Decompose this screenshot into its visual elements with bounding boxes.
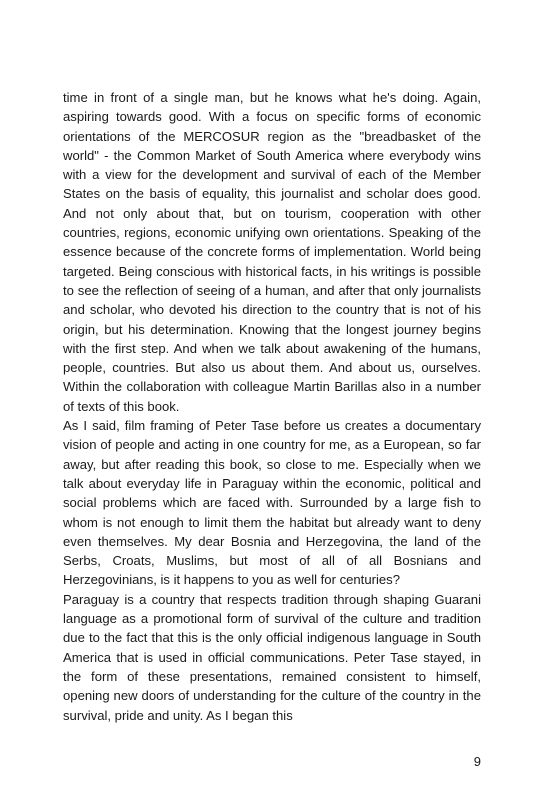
page-number: 9: [473, 754, 481, 769]
paragraph-1: time in front of a single man, but he knows what he's doing. Again, aspiring towards good. With a focus on specific forms of economic orientations of the MERCOSUR region as the "breadbasket of the world" - the Common Market of South America where everybody wins with a view for the development and survival of each of the Member States on the basis of equality, this journalist and scholar does good. And not only about that, but on tourism, cooperation with other countries, regions, economic unifying own orientations. Speaking of the essence because of the concrete forms of implementation. World being targeted. Being conscious with historical facts, in his writings is possible to see the reflection of seeing of a human, and after that only journalists and scholar, who devoted his direction to the country that is not of his origin, but his determination. Knowing that the longest journey begins with the first step. And when we talk about awakening of the humans, people, countries. But also us about them. And about us, ourselves. Within the collaboration with colleague Martin Barillas also in a number of texts of this book.: [63, 90, 481, 414]
paragraph-3: Paraguay is a country that respects tradition through shaping Guarani language as a promotional form of survival of the culture and tradition due to the fact that this is the only official indigenous language in South America that is used in official communications. Peter Tase stayed, in the form of these presentations, remained consistent to himself, opening new doors of understanding for the culture of the country in the survival, pride and unity. As I began this: [63, 591, 481, 723]
paragraph-2: As I said, film framing of Peter Tase before us creates a documentary vision of people and acting in one country for me, as a European, so far away, but after reading this book, so close to me. Especially when we talk about everyday life in Paraguay within the economic, political and social problems which are faced with. Surrounded by a large fish to whom is not enough to limit them the habitat but already want to deny even themselves. My dear Bosnia and Herzegovina, the land of the Serbs, Croats, Muslims, but most of all of all Bosnians and Herzegovinians, is it happens to you as well for centuries?: [63, 418, 481, 588]
body-text: [63, 88, 481, 725]
